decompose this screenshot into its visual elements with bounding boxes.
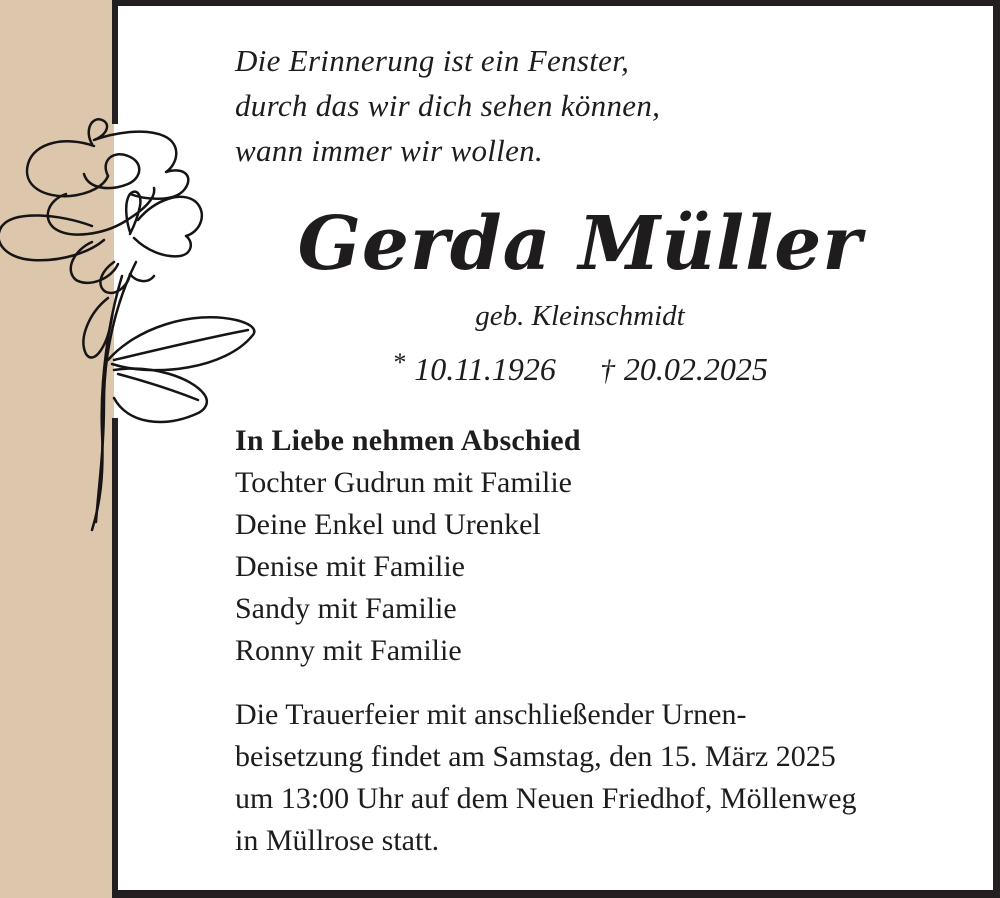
birth-date-group: [392, 348, 556, 390]
funeral-line: Die Trauerfeier mit anschließender Urnen-: [235, 698, 747, 731]
mourner-line: Deine Enkel und Urenkel: [235, 508, 541, 541]
birth-star-symbol: *: [392, 348, 406, 377]
mourners-heading: In Liebe nehmen Abschied: [235, 424, 581, 457]
mourner-line: Tochter Gudrun mit Familie: [235, 466, 573, 499]
card-border-bottom: [112, 890, 1000, 898]
death-date: 20.02.2025: [623, 351, 768, 387]
memorial-quote: [235, 38, 925, 173]
funeral-line: beisetzung findet am Samstag, den 15. März 2025: [235, 740, 836, 773]
deceased-name: Gerda Müller: [297, 201, 863, 287]
mourner-line: Ronny mit Familie: [235, 634, 462, 667]
funeral-line: in Müllrose statt.: [235, 824, 440, 857]
mourner-line: Sandy mit Familie: [235, 592, 457, 625]
rose-line-art-icon: [0, 102, 268, 534]
card-border-right: [993, 0, 1000, 898]
funeral-line: um 13:00 Uhr auf dem Neuen Friedhof, Möllenweg: [235, 782, 857, 815]
mourners-list: [235, 420, 925, 672]
quote-line: durch das wir dich sehen können,: [235, 88, 661, 123]
death-date-group: [600, 351, 768, 389]
obituary-content: [235, 0, 925, 862]
life-dates: [235, 348, 925, 390]
maiden-name: geb. Kleinschmidt: [475, 300, 685, 332]
birth-date: 10.11.1926: [414, 351, 556, 387]
funeral-details: [235, 694, 925, 862]
quote-line: Die Erinnerung ist ein Fenster,: [235, 43, 630, 78]
quote-line: wann immer wir wollen.: [235, 133, 544, 168]
death-cross-symbol: †: [599, 354, 615, 387]
mourner-line: Denise mit Familie: [235, 550, 465, 583]
